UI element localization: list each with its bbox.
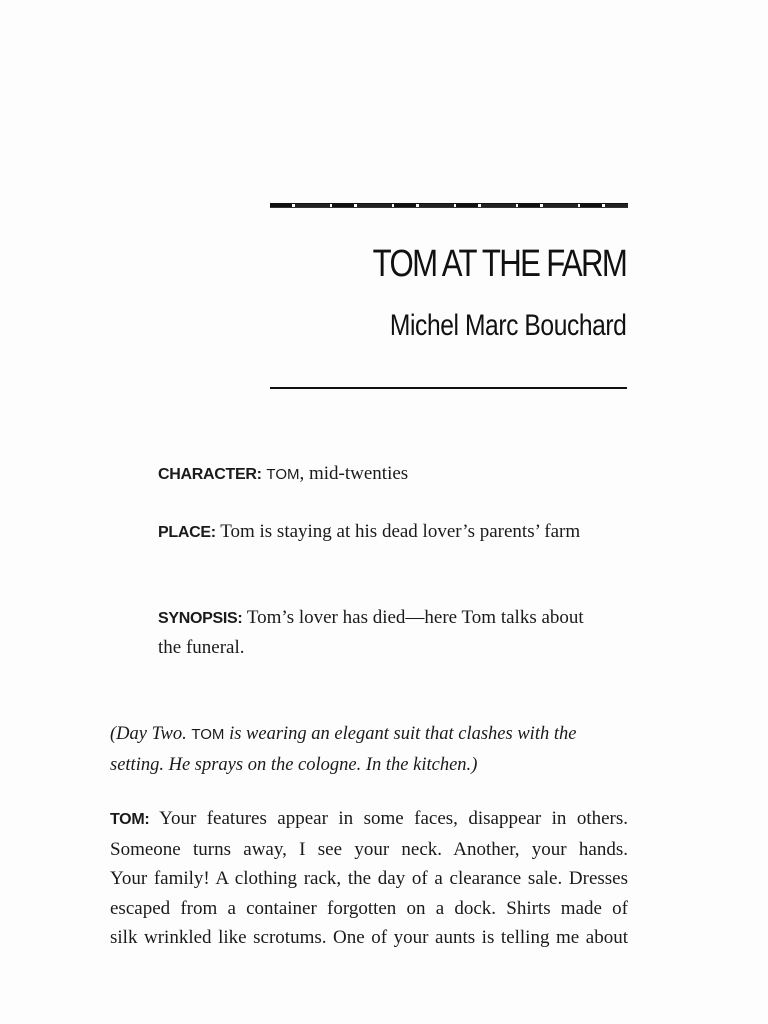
speech-line: Your family! A clothing rack, the day of a clearance sale. Dresses (110, 868, 628, 890)
speech-line: escaped from a container forgotten on a dock. Shirts made of (110, 897, 628, 919)
decorative-rule-bottom (270, 387, 627, 389)
speech-line: Someone turns away, I see your neck. Another, your hands. (110, 838, 628, 860)
place-label: PLACE: (158, 524, 216, 541)
character-description: , mid-twenties (299, 463, 409, 484)
character-label: CHARACTER: (158, 466, 262, 483)
speech-speaker: TOM: (110, 811, 150, 828)
stage-direction-close: ) (471, 755, 478, 775)
stage-direction-name: TOM (191, 726, 225, 743)
synopsis-entry (158, 603, 598, 662)
place-text: Tom is staying at his dead lover’s parents’ farm (220, 521, 581, 542)
tom-speech (110, 804, 628, 953)
play-author: Michel Marc Bouchard (389, 309, 626, 342)
character-name: TOM (266, 466, 300, 483)
synopsis-label: SYNOPSIS: (158, 610, 243, 627)
place-entry (158, 517, 598, 547)
speech-line: silk wrinkled like scrotums. One of your aunts is telling me about (110, 927, 628, 949)
decorative-rule-top (270, 203, 628, 208)
stage-direction-text: is wearing an elegant suit that clashes with the setting. He sprays on the cologne. In the kitchen. (110, 724, 577, 775)
synopsis-text: Tom’s lover has died—here Tom talks about the funeral. (158, 607, 584, 658)
stage-direction-open: (Day Two. (110, 724, 192, 744)
play-title: TOM AT THE FARM (372, 243, 626, 285)
character-entry (158, 459, 598, 489)
speech-line: TOM: Your features appear in some faces, disappear in others. (110, 808, 628, 829)
stage-direction (110, 719, 630, 780)
